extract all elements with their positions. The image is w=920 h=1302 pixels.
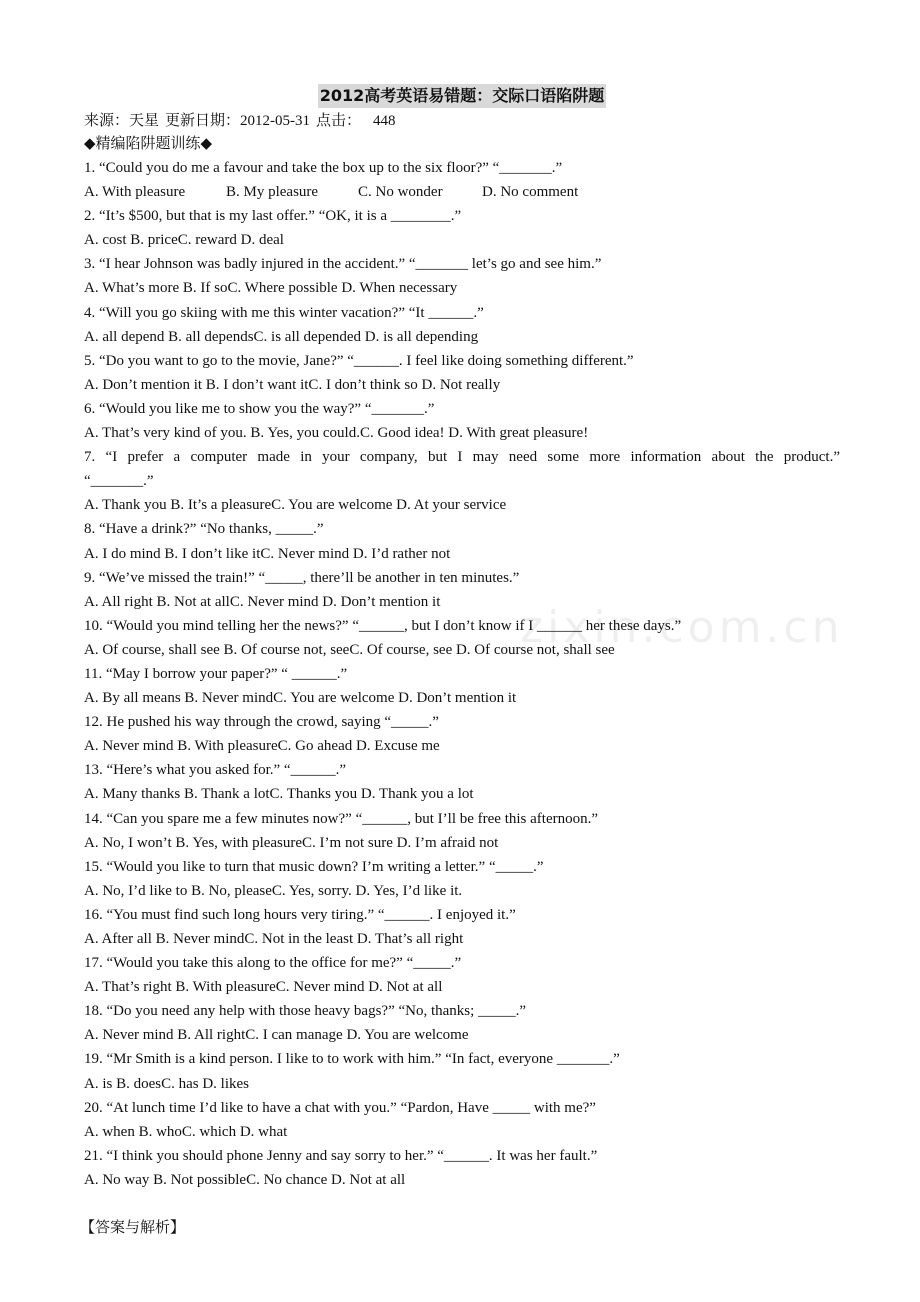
list-item: A. when B. whoC. which D. what	[84, 1123, 288, 1140]
list-item: A. Thank you B. It’s a pleasureC. You are welcome D. At your service	[84, 497, 507, 514]
list-item: 16. “You must find such long hours very tiring.” “______. I enjoyed it.”	[84, 906, 516, 923]
page-title: 2012高考英语易错题：交际口语陷阱题	[318, 84, 607, 108]
list-item: A. What’s more B. If soC. Where possible D. When necessary	[84, 280, 458, 297]
list-item: A. After all B. Never mindC. Not in the least D. That’s all right	[84, 931, 464, 947]
list-item: 15. “Would you like to turn that music down? I’m writing a letter.” “_____.”	[84, 858, 544, 875]
list-item: A. That’s very kind of you. B. Yes, you could.C. Good idea! D. With great pleasure!	[84, 425, 589, 442]
list-item: A. By all means B. Never mindC. You are welcome D. Don’t mention it	[84, 690, 517, 707]
title-wrap	[84, 84, 840, 110]
list-item: A. Never mind B. With pleasureC. Go ahead D. Excuse me	[84, 738, 440, 755]
document-page	[80, 84, 840, 1240]
meta-clicks-label: 点击：	[316, 113, 362, 129]
question-7-line-2: “_______.”	[84, 473, 154, 490]
meta-updated: 更新日期：2012-05-31	[165, 113, 311, 129]
question-1: 1. “Could you do me a favour and take the box up to the six floor?” “_______.”	[84, 160, 563, 176]
list-item: A. all depend B. all dependsC. is all depended D. is all depending	[84, 328, 479, 345]
question-7-line-1: 7. “I prefer a computer made in your company, but I may need some more information about the product.”	[84, 449, 840, 466]
list-item: 6. “Would you like me to show you the way?” “_______.”	[84, 400, 435, 417]
list-item: A. All right B. Not at allC. Never mind D. Don’t mention it	[84, 593, 441, 610]
list-item: 4. “Will you go skiing with me this winter vacation?” “It ______.”	[84, 304, 484, 321]
meta-source: 来源：天星	[84, 113, 160, 129]
list-item: A. No, I won’t B. Yes, with pleasureC. I’m not sure D. I’m afraid not	[84, 834, 499, 851]
option-d: D. No comment	[482, 184, 579, 201]
list-item: 11. “May I borrow your paper?” “ ______.”	[84, 665, 348, 682]
list-item	[84, 1192, 840, 1216]
list-item: 9. “We’ve missed the train!” “_____, there’ll be another in ten minutes.”	[84, 569, 520, 586]
question-list-2	[84, 493, 840, 1216]
list-item: 3. “I hear Johnson was badly injured in the accident.” “_______ let’s go and see him.”	[84, 256, 602, 273]
watermark: zixin.com.cn	[520, 602, 844, 653]
answer-header: 【答案与解析】	[80, 1220, 186, 1237]
list-item: 21. “I think you should phone Jenny and say sorry to her.” “______. It was her fault.”	[84, 1147, 598, 1164]
option-a: A. With pleasure	[84, 184, 186, 201]
list-item: A. No, I’d like to B. No, pleaseC. Yes, sorry. D. Yes, I’d like it.	[84, 882, 463, 899]
option-b: B. My pleasure	[226, 184, 319, 201]
section-header: ◆精编陷阱题训练◆	[84, 136, 213, 152]
list-item: 17. “Would you take this along to the office for me?” “_____.”	[84, 955, 462, 972]
list-item: A. Of course, shall see B. Of course not, seeC. Of course, see D. Of course not, shall see	[84, 641, 615, 658]
list-item: 14. “Can you spare me a few minutes now?” “______, but I’ll be free this afternoon.”	[84, 810, 598, 827]
list-item: A. No way B. Not possibleC. No chance D. Not at all	[84, 1171, 406, 1188]
list-item: 19. “Mr Smith is a kind person. I like to to work with him.” “In fact, everyone _______.”	[84, 1051, 620, 1068]
list-item: A. I do mind B. I don’t like itC. Never mind D. I’d rather not	[84, 545, 451, 562]
question-1-options	[84, 180, 840, 204]
question-list-1	[84, 204, 840, 445]
meta-line	[84, 110, 840, 132]
list-item: A. Don’t mention it B. I don’t want itC. I don’t think so D. Not really	[84, 376, 501, 393]
list-item: 10. “Would you mind telling her the news?” “______, but I don’t know if I ______ her these days.”	[84, 617, 682, 634]
meta-clicks: 448	[373, 113, 396, 129]
list-item: A. cost B. priceC. reward D. deal	[84, 232, 284, 249]
list-item: 20. “At lunch time I’d like to have a chat with you.” “Pardon, Have _____ with me?”	[84, 1099, 596, 1116]
list-item: 2. “It’s $500, but that is my last offer.” “OK, it is a ________.”	[84, 208, 462, 225]
list-item: 12. He pushed his way through the crowd, saying “_____.”	[84, 714, 439, 731]
list-item: 5. “Do you want to go to the movie, Jane?” “______. I feel like doing something different.”	[84, 352, 634, 369]
list-item: A. Never mind B. All rightC. I can manage D. You are welcome	[84, 1027, 469, 1044]
list-item: A. is B. doesC. has D. likes	[84, 1075, 249, 1092]
list-item: A. Many thanks B. Thank a lotC. Thanks you D. Thank you a lot	[84, 786, 474, 803]
option-c: C. No wonder	[358, 184, 443, 201]
list-item: 13. “Here’s what you asked for.” “______.”	[84, 762, 347, 779]
list-item: 8. “Have a drink?” “No thanks, _____.”	[84, 521, 324, 538]
list-item: 18. “Do you need any help with those heavy bags?” “No, thanks; _____.”	[84, 1003, 526, 1020]
list-item: A. That’s right B. With pleasureC. Never mind D. Not at all	[84, 979, 443, 996]
